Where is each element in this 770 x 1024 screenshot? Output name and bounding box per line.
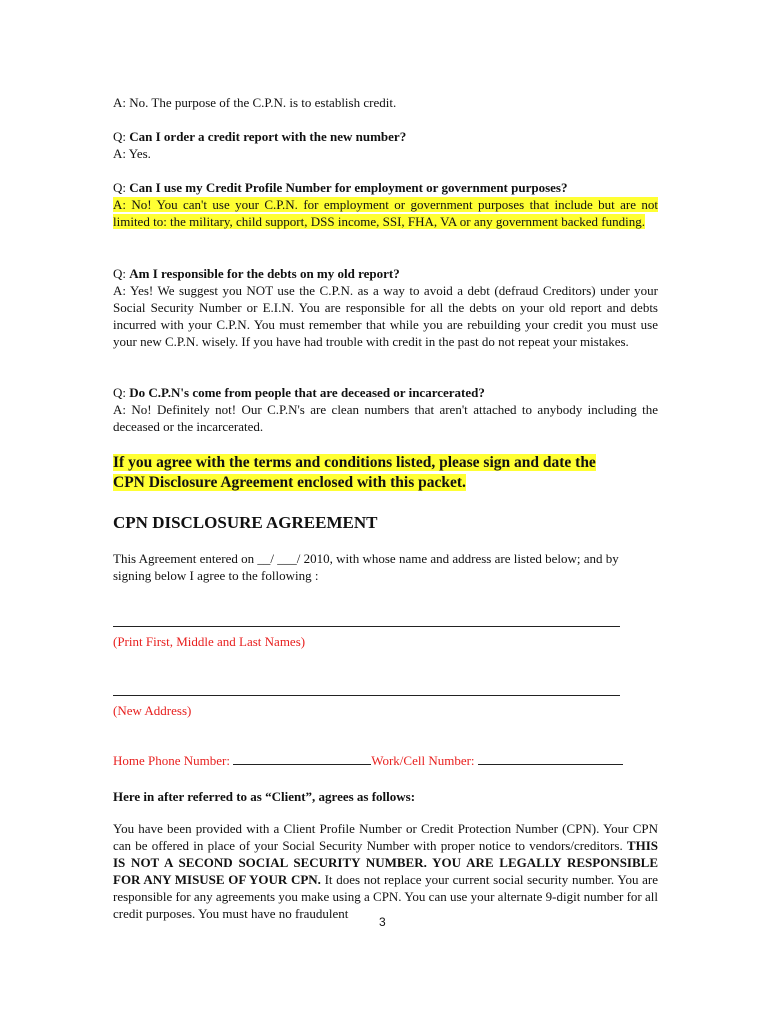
faq-item xyxy=(113,384,658,435)
address-label: (New Address) xyxy=(113,703,192,718)
work-phone-label: Work/Cell Number: xyxy=(371,753,478,768)
faq-question: Q: Do C.P.N's come from people that are deceased or incarcerated? xyxy=(113,385,485,400)
home-phone-line[interactable] xyxy=(233,753,371,765)
agreement-title: CPN DISCLOSURE AGREEMENT xyxy=(113,513,378,532)
page-number: 3 xyxy=(379,915,386,929)
faq-answer xyxy=(113,196,658,230)
agreement-body: You have been provided with a Client Profile Number or Credit Protection Number (CPN). Your CPN can be offered in place of your Social Security Number with proper notice to vendors/creditors. THIS IS NOT A SECOND SOCIAL SECURITY NUMBER. YOU ARE LEGALLY RESPONSIBLE FOR ANY MISUSE OF YOUR CPN. It does not replace your current social security number. You are responsible for any agreements you make using a CPN. You can use your alternate 9-digit number for all credit purposes. You must have no fraudulent xyxy=(113,821,658,921)
highlighted-answer: A: No! You can't use your C.P.N. for employment or government purposes that include but are not limited to: the military, child support, DSS income, SSI, FHA, VA or any government backed funding. xyxy=(113,197,658,229)
faq-question: Q: Am I responsible for the debts on my old report? xyxy=(113,266,400,281)
agreement-intro: This Agreement entered on __/ ___/ 2010, with whose name and address are listed below; and by signing below I agree to the following : xyxy=(113,551,619,583)
home-phone-label: Home Phone Number: xyxy=(113,753,234,768)
faq-question: Q: Can I order a credit report with the new number? xyxy=(113,129,407,144)
intro-answer: A: No. The purpose of the C.P.N. is to establish credit. xyxy=(113,95,397,110)
faq-answer: A: Yes. xyxy=(113,146,151,161)
name-signature-line[interactable] xyxy=(113,626,620,627)
faq-answer: A: Yes! We suggest you NOT use the C.P.N. as a way to avoid a debt (defraud Creditors) under your Social Security Number or E.I.N. You are responsible for all the debts on your old report and debts incurred with your C.P.N. You must remember that while you are rebuilding your credit you must use your new C.P.N. wisely. If you have had trouble with credit in the past do not repeat your mistakes. xyxy=(113,283,658,349)
address-signature-line[interactable] xyxy=(113,695,620,696)
faq-item xyxy=(113,128,658,162)
sign-instruction: If you agree with the terms and conditions listed, please sign and date the CPN Disclosure Agreement enclosed with this packet. xyxy=(113,454,596,491)
work-phone-line[interactable] xyxy=(478,753,623,765)
faq-question: Q: Can I use my Credit Profile Number for employment or government purposes? xyxy=(113,180,568,195)
phone-row xyxy=(113,752,658,769)
faq-item xyxy=(113,179,658,230)
name-label: (Print First, Middle and Last Names) xyxy=(113,634,306,649)
faq-answer: A: No! Definitely not! Our C.P.N's are clean numbers that aren't attached to anybody including the deceased or the incarcerated. xyxy=(113,402,658,434)
client-heading: Here in after referred to as “Client”, agrees as follows: xyxy=(113,789,416,804)
faq-item xyxy=(113,265,658,350)
